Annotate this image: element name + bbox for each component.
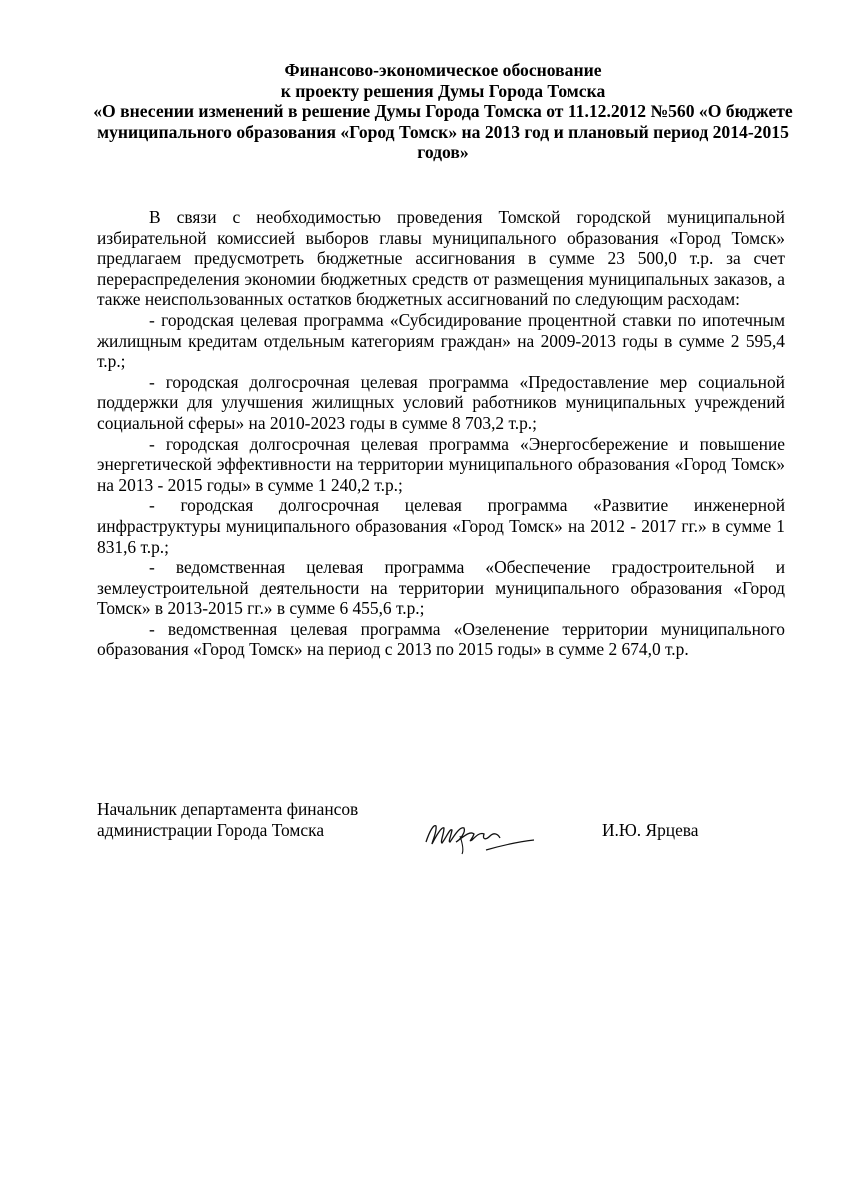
document-body: [97, 207, 785, 660]
position-line: администрации Города Томска: [97, 819, 325, 840]
position-line: Начальник департамента финансов: [97, 799, 359, 819]
list-item: - городская долгосрочная целевая программа «Развитие инженерной инфраструктуры муниципального образования «Город Томск» на 2012 - 2017 гг.» в сумме 1 831,6 т.р.;: [97, 495, 785, 557]
list-item: - городская целевая программа «Субсидирование процентной ставки по ипотечным жилищным кредитам отдельным категориям граждан» на 2009-2013 годы в сумме 2 595,4 т.р.;: [97, 309, 785, 372]
signatory-name: И.Ю. Ярцева: [602, 820, 699, 840]
list-item: - ведомственная целевая программа «Обеспечение градостроительной и землеустроительной деятельности на территории муниципального образования «Город Томск» в 2013-2015 гг.» в сумме 6 455,6 т.р.;: [97, 557, 785, 619]
list-item: - городская долгосрочная целевая программа «Энергосбережение и повышение энергетической эффективности на территории муниципального образования «Город Томск» на 2013 - 2015 годы» в сумме 1 240,2 т.р.;: [97, 433, 785, 495]
list-item: - ведомственная целевая программа «Озеленение территории муниципального образования «Город Томск» на период с 2013 по 2015 годы» в сумме 2 674,0 т.р.: [97, 618, 785, 660]
list-item: - городская долгосрочная целевая программа «Предоставление мер социальной поддержки для улучшения жилищных условий работников муниципальных учреждений социальной сферы» на 2010-2023 годы в сумме 8 703,2 т.р.;: [97, 371, 785, 433]
handwritten-signature: [420, 812, 540, 857]
title-line: к проекту решения Думы Города Томска: [280, 80, 606, 101]
document-title: [90, 60, 796, 163]
signatory-position: [97, 799, 358, 840]
title-line: Финансово-экономическое обоснование: [284, 60, 602, 80]
title-line: «О внесении изменений в решение Думы Города Томска от 11.12.2012 №560 «О бюджете муниципального образования «Город Томск» на 2013 год и плановый период 2014-2015 годов»: [93, 101, 793, 163]
intro-paragraph: В связи с необходимостью проведения Томской городской муниципальной избирательной комиссией выборов главы муниципального образования «Город Томск» предлагаем предусмотреть бюджетные ассигнования в сумме 23 500,0 т.р. за счет перераспределения экономии бюджетных средств от размещения муниципальных заказов, а также неиспользованных остатков бюджетных ассигнований по следующим расходам:: [97, 207, 785, 310]
